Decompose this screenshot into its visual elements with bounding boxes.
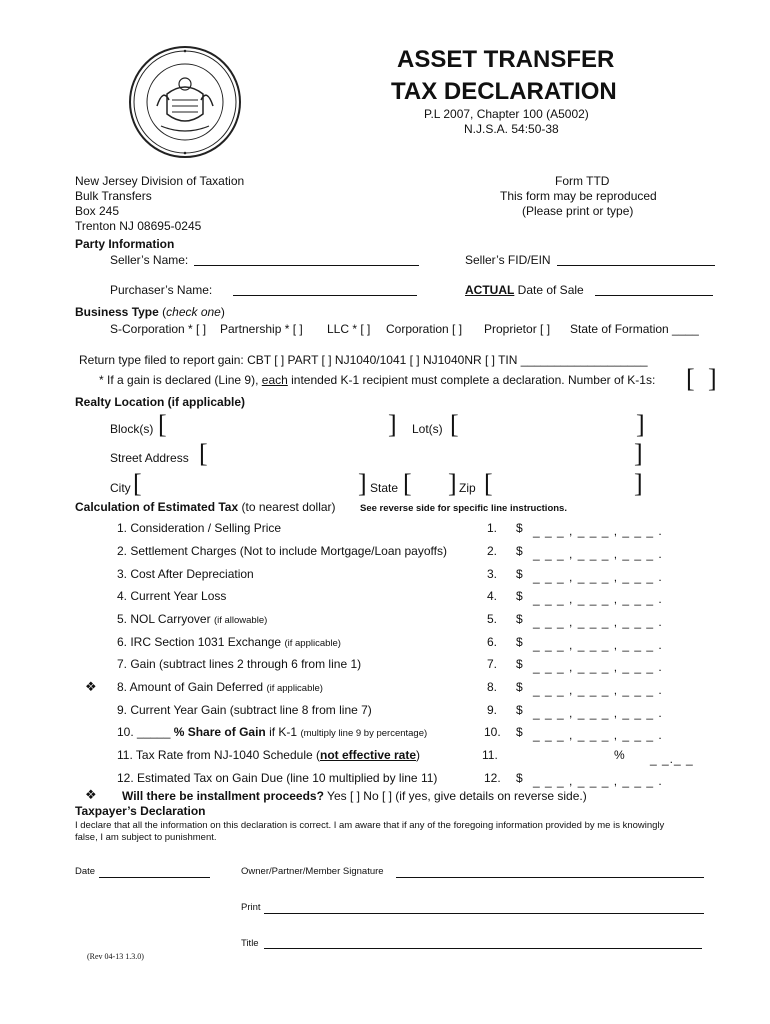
calc-line-amount-field[interactable]: _ _ _ , _ _ _ , _ _ _ . (533, 638, 663, 652)
line11-bold: not effective rate (320, 748, 417, 762)
calc-line-label (117, 589, 226, 603)
k1-note-each: each (261, 373, 288, 387)
city-label: City (110, 481, 131, 495)
title-label: Title (241, 938, 259, 949)
calc-line-label (117, 703, 372, 717)
line12-number: 12. (484, 771, 501, 785)
dollar-sign: $ (516, 680, 523, 694)
date-label: Date (75, 866, 96, 877)
calc-line-amount-field[interactable]: _ _ _ , _ _ _ , _ _ _ . (533, 524, 663, 538)
calc-line-label (117, 635, 341, 649)
s-corp-checkbox[interactable]: S-Corporation * [ ] (110, 322, 207, 336)
dollar-sign: $ (516, 544, 523, 558)
business-type-label: Business Type (75, 305, 159, 319)
calc-line-number: 1. (487, 521, 498, 535)
calc-line-number: 6. (487, 635, 498, 649)
block-close-bracket[interactable]: ] (388, 410, 397, 439)
calc-line-note: (if allowable) (213, 615, 268, 626)
purchaser-name-field[interactable] (233, 295, 417, 296)
calc-line-text: 1. Consideration / Selling Price (117, 521, 282, 535)
line10-share: % Share of Gain (173, 725, 266, 739)
calc-line-note: (if applicable) (284, 638, 341, 649)
calc-line-label (117, 657, 361, 671)
law-reference: P.L 2007, Chapter 100 (A5002) (424, 107, 589, 121)
street-open-bracket: [ (199, 439, 208, 468)
calc-line-text: 5. NOL Carryover (117, 612, 211, 626)
dollar-sign: $ (516, 703, 523, 717)
line12-amount-field[interactable]: _ _ _ , _ _ _ , _ _ _ . (533, 774, 663, 788)
proprietor-checkbox[interactable]: Proprietor [ ] (484, 322, 551, 336)
calc-line-note: (if applicable) (266, 683, 323, 694)
calc-line-number: 3. (487, 567, 498, 581)
party-info-heading: Party Information (75, 237, 175, 251)
calc-line-number: 9. (487, 703, 498, 717)
calc-line-label (117, 680, 323, 694)
calc-line-amount-field[interactable]: _ _ _ , _ _ _ , _ _ _ . (533, 570, 663, 584)
actual-label: ACTUAL (465, 283, 515, 297)
title-field[interactable] (264, 948, 702, 949)
calc-line-number: 8. (487, 680, 498, 694)
date-of-sale-field[interactable] (595, 295, 713, 296)
state-seal-image (127, 44, 243, 160)
installment-options[interactable]: Yes [ ] No [ ] (if yes, give details on reverse side.) (323, 789, 587, 803)
calc-line-text: 7. Gain (subtract lines 2 through 6 from line 1) (117, 657, 362, 671)
reproduce-note: This form may be reproduced (500, 189, 657, 203)
form-title-line2: TAX DECLARATION (391, 78, 617, 105)
lot-open-bracket: [ (450, 410, 459, 439)
installment-question[interactable] (122, 789, 587, 803)
date-field[interactable] (99, 877, 210, 878)
calc-line-label (117, 521, 281, 535)
signature-label: Owner/Partner/Member Signature (241, 866, 384, 877)
calc-line-label (117, 544, 447, 558)
k1-note-post: intended K-1 recipient must complete a declaration. Number of K-1s: (287, 373, 656, 387)
line10-dollar: $ (516, 725, 523, 739)
dollar-sign: $ (516, 521, 523, 535)
zip-close-bracket[interactable]: ] (634, 469, 643, 498)
calc-line-text: 2. Settlement Charges (Not to include Mortgage/Loan payoffs) (117, 544, 447, 558)
calc-line-text: 6. IRC Section 1031 Exchange (117, 635, 282, 649)
block-label: Block(s) (110, 422, 154, 436)
line11-percent: % (614, 748, 625, 762)
dollar-sign: $ (516, 567, 523, 581)
zip-label: Zip (459, 481, 476, 495)
k1-note-pre: * If a gain is declared (Line 9), (99, 373, 262, 387)
calc-line-amount-field[interactable]: _ _ _ , _ _ _ , _ _ _ . (533, 592, 663, 606)
calc-heading (75, 500, 336, 514)
k1-note (99, 373, 655, 387)
diamond-bullet-icon: ❖ (85, 679, 97, 694)
line10-number: 10. (484, 725, 501, 739)
line11-post: ) (416, 748, 421, 762)
dollar-sign: $ (516, 612, 523, 626)
declaration-heading: Taxpayer’s Declaration (75, 804, 206, 818)
calc-line-number: 2. (487, 544, 498, 558)
lot-label: Lot(s) (412, 422, 443, 436)
calc-heading-note: (to nearest dollar) (238, 500, 336, 514)
line12-dollar: $ (516, 771, 523, 785)
line12-label: 12. Estimated Tax on Gain Due (line 10 multiplied by line 11) (117, 771, 438, 785)
print-type-note: (Please print or type) (522, 204, 634, 218)
llc-checkbox[interactable]: LLC * [ ] (327, 322, 371, 336)
address-line1: New Jersey Division of Taxation (75, 174, 245, 188)
calc-line-text: 8. Amount of Gain Deferred (117, 680, 264, 694)
street-close-bracket[interactable]: ] (634, 439, 643, 468)
form-title-line1: ASSET TRANSFER (397, 46, 615, 73)
k1-count-close-bracket[interactable]: ] (708, 364, 717, 393)
line10-label (117, 725, 427, 739)
dollar-sign: $ (516, 657, 523, 671)
calc-line-number: 5. (487, 612, 498, 626)
print-field[interactable] (264, 913, 704, 914)
state-open-bracket: [ (403, 469, 412, 498)
line11-rate-field[interactable]: _ _._ _ (650, 752, 694, 766)
corporation-checkbox[interactable]: Corporation [ ] (386, 322, 463, 336)
calc-line-amount-field[interactable]: _ _ _ , _ _ _ , _ _ _ . (533, 660, 663, 674)
k1-count-open-bracket: [ (686, 364, 695, 393)
seller-fid-label: Seller’s FID/EIN (465, 253, 551, 267)
declaration-text-line1: I declare that all the information on this declaration is correct. I am aware that if any of the foregoing information provided by me is knowingly (75, 820, 665, 831)
date-of-sale-label (465, 283, 584, 297)
seller-name-label: Seller’s Name: (110, 253, 189, 267)
address-line4: Trenton NJ 08695-0245 (75, 219, 202, 233)
revision-note: (Rev 04-13 1.3.0) (87, 952, 144, 961)
calc-line-label (117, 567, 254, 581)
calc-line-amount-field[interactable]: _ _ _ , _ _ _ , _ _ _ . (533, 683, 663, 697)
line10-pre[interactable]: 10. _____ (117, 725, 174, 739)
calc-line-amount-field[interactable]: _ _ _ , _ _ _ , _ _ _ . (533, 706, 663, 720)
installment-label: Will there be installment proceeds? (122, 789, 324, 803)
date-of-sale-text: Date of Sale (514, 283, 584, 297)
address-line3: Box 245 (75, 204, 120, 218)
calc-line-amount-field[interactable]: _ _ _ , _ _ _ , _ _ _ . (533, 615, 663, 629)
city-open-bracket: [ (133, 469, 142, 498)
calc-line-amount-field[interactable]: _ _ _ , _ _ _ , _ _ _ . (533, 547, 663, 561)
calc-line-number: 7. (487, 657, 498, 671)
calc-line-number: 4. (487, 589, 498, 603)
dollar-sign: $ (516, 589, 523, 603)
address-line2: Bulk Transfers (75, 189, 152, 203)
calc-line-text: 4. Current Year Loss (117, 589, 227, 603)
seller-name-field[interactable] (194, 265, 419, 266)
purchaser-name-label: Purchaser’s Name: (110, 283, 213, 297)
calc-line-text: 3. Cost After Depreciation (117, 567, 254, 581)
state-label: State (370, 481, 399, 495)
realty-heading: Realty Location (if applicable) (75, 395, 246, 409)
line11-pre: 11. Tax Rate from NJ-1040 Schedule ( (117, 748, 320, 762)
street-label: Street Address (110, 451, 189, 465)
state-close-bracket[interactable]: ] (448, 469, 457, 498)
calc-line-text: 9. Current Year Gain (subtract line 8 from line 7) (117, 703, 372, 717)
seller-fid-field[interactable] (557, 265, 715, 266)
lot-close-bracket[interactable]: ] (636, 410, 645, 439)
city-close-bracket[interactable]: ] (358, 469, 367, 498)
line11-number: 11. (482, 748, 498, 762)
form-id: Form TTD (555, 174, 610, 188)
signature-field[interactable] (396, 877, 704, 878)
see-reverse-note: See reverse side for specific line instructions. (360, 503, 567, 514)
calc-heading-label: Calculation of Estimated Tax (75, 500, 239, 514)
state-of-formation-field[interactable]: State of Formation ____ (570, 322, 699, 336)
return-type-line[interactable]: Return type filed to report gain: CBT [ ] PART [ ] NJ1040/1041 [ ] NJ1040NR [ ] TIN ___________________ (79, 353, 648, 367)
partnership-checkbox[interactable]: Partnership * [ ] (220, 322, 303, 336)
line10-mid: if K-1 (265, 725, 301, 739)
line10-amount-field[interactable]: _ _ _ , _ _ _ , _ _ _ . (533, 728, 663, 742)
check-one-label: check one (166, 305, 221, 319)
line10-note: (multiply line 9 by percentage) (300, 728, 428, 739)
business-type-heading: Business Type (check one) (75, 305, 225, 319)
dollar-sign: $ (516, 635, 523, 649)
calc-line-label (117, 612, 267, 626)
line11-label (117, 748, 420, 762)
print-label: Print (241, 902, 261, 913)
statute-reference: N.J.S.A. 54:50-38 (464, 122, 559, 136)
block-open-bracket: [ (158, 410, 167, 439)
diamond-bullet-icon: ❖ (85, 787, 97, 802)
declaration-text-line2: false, I am subject to punishment. (75, 832, 217, 843)
zip-open-bracket: [ (484, 469, 493, 498)
